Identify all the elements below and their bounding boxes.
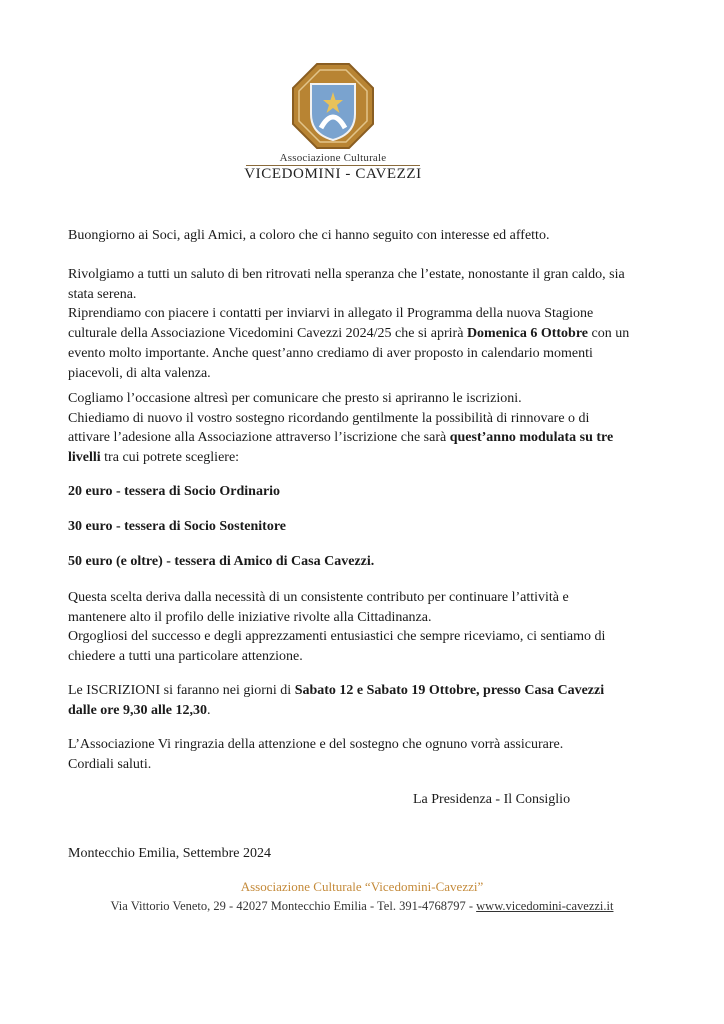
text-line: evento molto importante. Anche quest’anno crediamo di aver proposto in calendario momenti xyxy=(68,345,593,361)
footer-address xyxy=(0,899,724,914)
text-line: chiedere a tutti una particolare attenzione. xyxy=(68,649,303,665)
footer-organization: Associazione Culturale “Vicedomini-Cavezzi” xyxy=(240,879,484,894)
text-line: Rivolgiamo a tutti un saluto di ben ritrovati nella speranza che l’estate, nonostante il gran caldo, sia xyxy=(68,267,625,282)
logo-subtitle: Associazione Culturale xyxy=(279,152,387,164)
text-line: L’Associazione Vi ringrazia della attenzione e del sostegno che ognuno vorrà assicurare. xyxy=(68,737,564,752)
text-line: Cogliamo l’occasione altresì per comunicare che presto si apriranno le iscrizioni. xyxy=(68,391,522,406)
address-text: Via Vittorio Veneto, 29 - 42027 Montecchio Emilia - Tel. 391-4768797 - xyxy=(110,899,477,913)
text-line: mantenere alto il profilo delle iniziative rivolte alla Cittadinanza. xyxy=(68,609,432,625)
coat-of-arms-icon xyxy=(291,62,375,150)
paragraph-closing xyxy=(68,735,668,774)
text-line: dalle ore 9,30 alle 12,30. xyxy=(68,702,211,718)
logo-title: VICEDOMINI - CAVEZZI xyxy=(244,166,422,182)
fee-tier-2: 30 euro - tessera di Socio Sostenitore xyxy=(68,519,287,534)
text-line: stata serena. xyxy=(68,286,137,302)
greeting-line: Buongiorno ai Soci, agli Amici, a coloro che ci hanno seguito con interesse ed affetto. xyxy=(68,228,550,243)
paragraph-welcome xyxy=(68,265,668,383)
fee-tier-1: 20 euro - tessera di Socio Ordinario xyxy=(68,484,281,499)
text-line: Orgogliosi del successo e degli apprezzamenti entusiastici che sempre riceviamo, ci sentiamo di xyxy=(68,629,606,645)
text-line: piacevoli, di alta valenza. xyxy=(68,365,211,381)
fee-tier-3: 50 euro (e oltre) - tessera di Amico di Casa Cavezzi. xyxy=(68,554,375,569)
paragraph-motivation xyxy=(68,588,668,667)
text-line: culturale della Associazione Vicedomini Cavezzi 2024/25 che si aprirà Domenica 6 Ottobre con un xyxy=(68,326,630,342)
text-line: Le ISCRIZIONI si faranno nei giorni di Sabato 12 e Sabato 19 Ottobre, presso Casa Cavezzi xyxy=(68,683,605,698)
website-link[interactable]: www.vicedomini-cavezzi.it xyxy=(476,899,614,913)
signature: La Presidenza - Il Consiglio xyxy=(413,792,571,807)
letter-greeting xyxy=(68,226,668,246)
paragraph-enrollment-dates xyxy=(68,681,668,720)
text-line: Questa scelta deriva dalla necessità di un consistente contributo per continuare l’attività e xyxy=(68,590,569,605)
text-line: Chiediamo di nuovo il vostro sostegno ricordando gentilmente la possibilità di rinnovare o di xyxy=(68,410,590,426)
place-date: Montecchio Emilia, Settembre 2024 xyxy=(68,846,271,861)
text-line: livelli tra cui potrete scegliere: xyxy=(68,450,240,466)
text-line: attivare l’adesione alla Associazione attraverso l’iscrizione che sarà quest’anno modulata su tre xyxy=(68,430,614,446)
text-line: Riprendiamo con piacere i contatti per inviarvi in allegato il Programma della nuova Stagione xyxy=(68,306,594,322)
text-line: Cordiali saluti. xyxy=(68,756,152,772)
paragraph-registration xyxy=(68,389,668,468)
association-logo xyxy=(240,62,426,182)
